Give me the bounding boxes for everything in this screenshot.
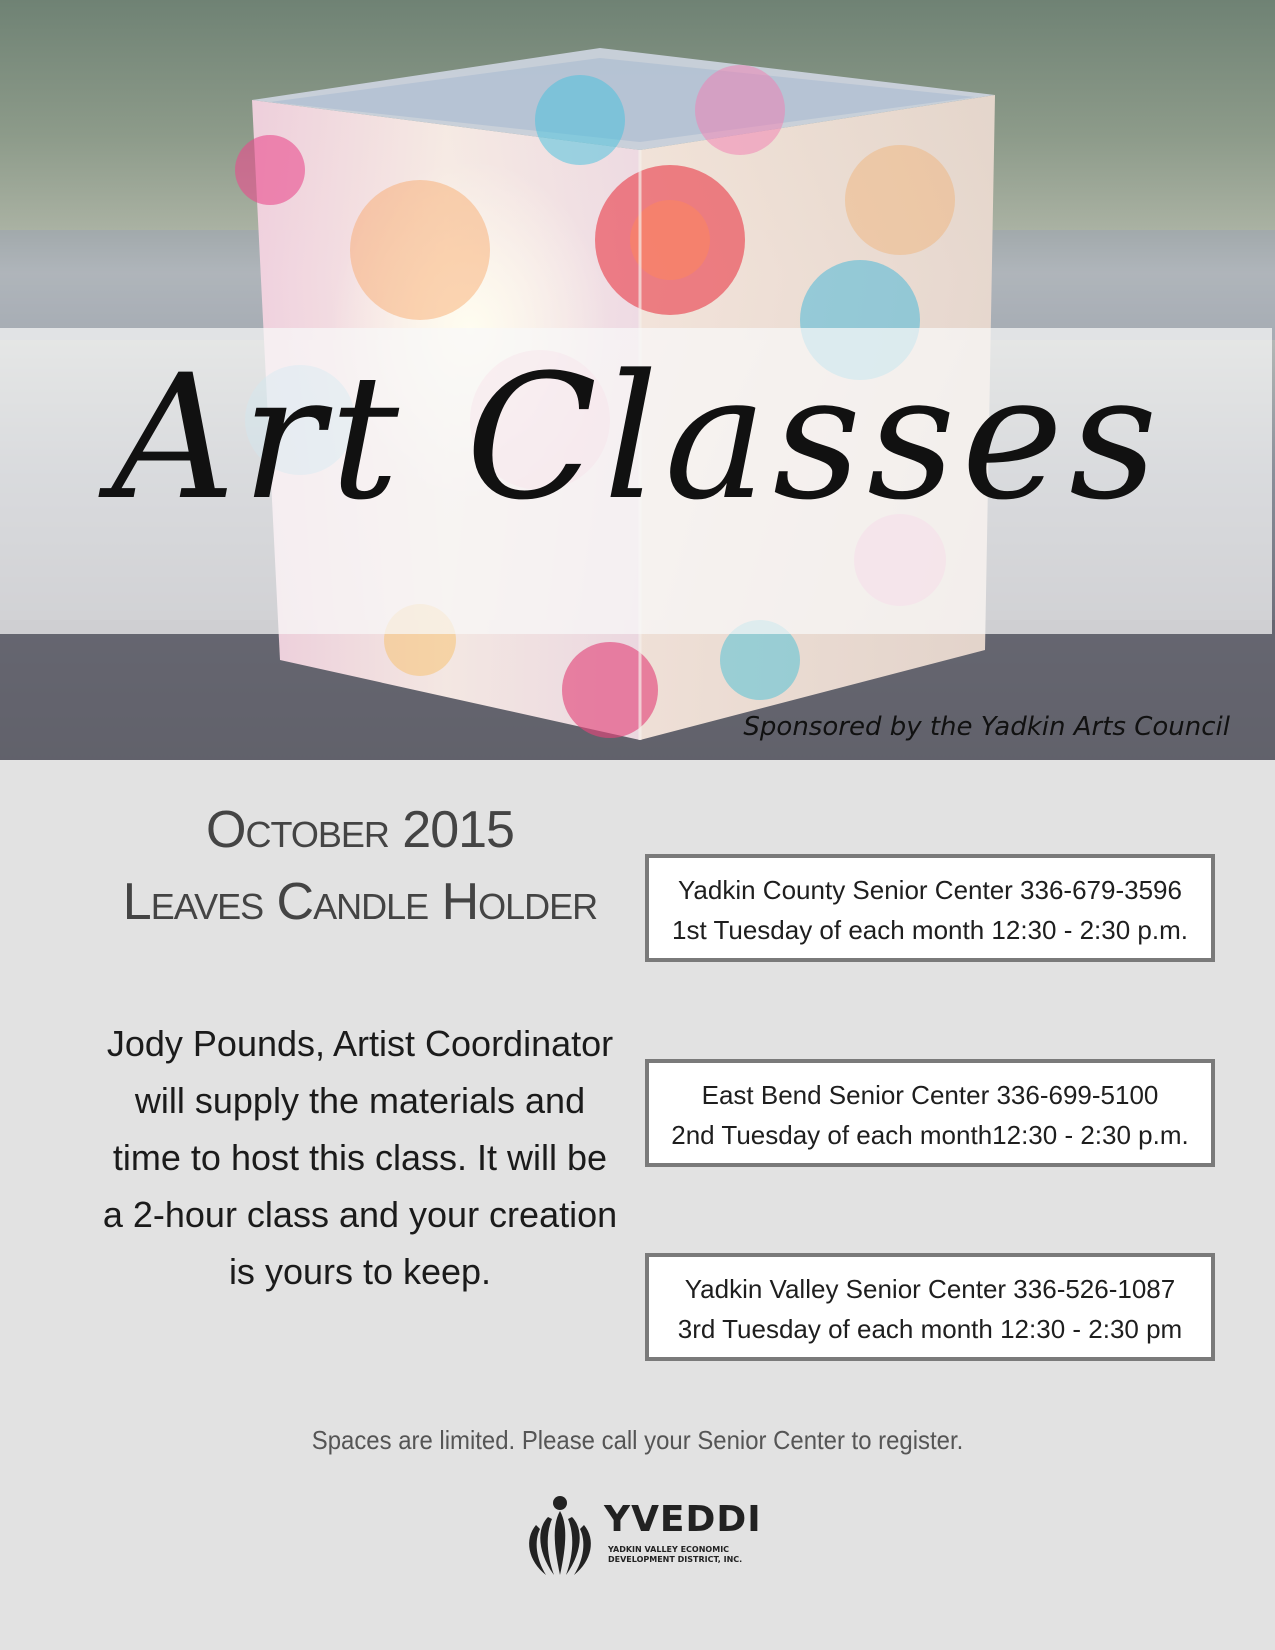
hero-photo-section: [0, 0, 1275, 760]
center-name-phone: Yadkin Valley Senior Center 336-526-1087: [684, 1274, 1176, 1304]
logo-name: YVEDDI: [604, 1499, 762, 1540]
center-schedule: 2nd Tuesday of each month12:30 - 2:30 p.m.: [671, 1120, 1189, 1150]
logo-subtitle: YADKIN VALLEY ECONOMIC DEVELOPMENT DISTRICT, INC.: [608, 1545, 743, 1564]
senior-center-box: [645, 1253, 1215, 1361]
senior-center-box: [645, 1059, 1215, 1167]
register-note: Spaces are limited. Please call your Senior Center to register.: [311, 1425, 964, 1455]
page-title: Art Classes: [111, 337, 1164, 538]
yveddi-logo: [520, 1495, 760, 1579]
center-name-phone: Yadkin County Senior Center 336-679-3596: [678, 875, 1182, 905]
class-subject: Leaves Candle Holder: [122, 873, 598, 931]
center-name-phone: East Bend Senior Center 336-699-5100: [701, 1080, 1159, 1110]
class-month: October 2015: [206, 801, 514, 859]
center-schedule: 3rd Tuesday of each month 12:30 - 2:30 pm: [677, 1314, 1183, 1344]
class-description: Jody Pounds, Artist Coordinator will supply the materials and time to host this class. It will be a 2-hour class and your creation is yours to keep.: [102, 1023, 618, 1292]
yveddi-figure-icon: [520, 1495, 604, 1579]
center-schedule: 1st Tuesday of each month 12:30 - 2:30 p.m.: [672, 915, 1188, 945]
sponsor-note: Sponsored by the Yadkin Arts Council: [743, 712, 1230, 742]
senior-center-box: [645, 854, 1215, 962]
